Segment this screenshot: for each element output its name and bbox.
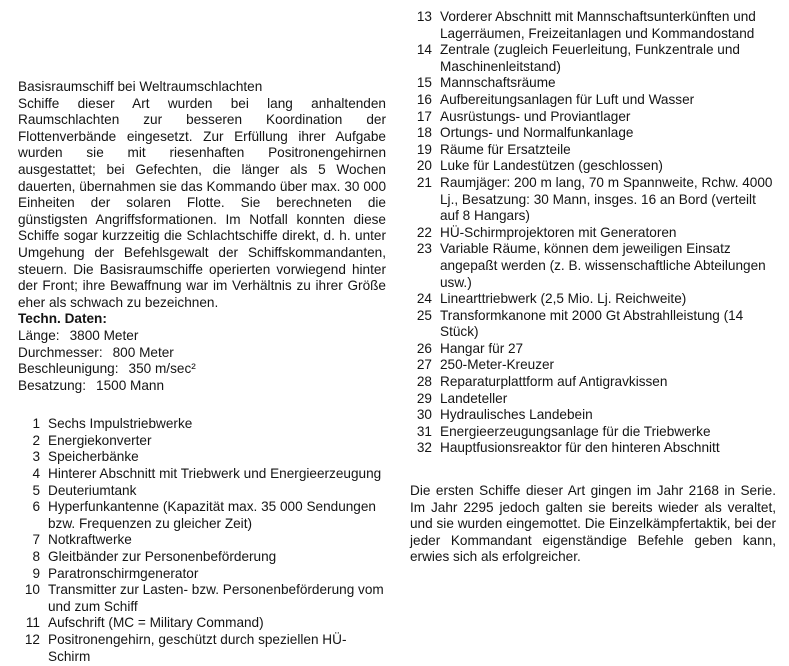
legend-item <box>410 9 776 42</box>
legend-item-text: Energiekonverter <box>48 432 152 448</box>
intro-body: Schiffe dieser Art wurden bei lang anhaltenden Raumschlachten zur besseren Koordination der Flottenverbände eingesetzt. Zur Erfüllung ihrer Aufgabe wurden sie mit riesenhaften Positronengehirnen ausgestattet; bei Gefechten, die länger als 5 Wochen dauerten, übernahmen sie das Kommando über max. 30 000 Einheiten der solaren Flotte. Sie berechneten die günstigsten Angriffsformationen. Im Notfall konnten diese Schiffe sogar kurzzeitig die Schlachtschiffe direkt, d. h. unter Umgehung der Befehlsgewalt der Schiffskommandanten, steuern. Die Basisraumschiffe operierten vorwiegend hinter der Front; ihre Bewaffnung war im Verhältnis zu ihrer Größe eher als schwach zu bezeichnen. <box>18 95 386 310</box>
legend-item-text: Positronengehirn, geschützt durch speziellen HÜ-Schirm <box>48 632 347 664</box>
legend-item <box>410 109 776 126</box>
legend-item-text: Energieerzeugungsanlage für die Triebwerke <box>440 423 711 439</box>
legend-item-number: 27 <box>416 357 432 373</box>
legend-item-number: 31 <box>416 423 432 439</box>
legend-item-text: Ortungs- und Normalfunkanlage <box>440 125 634 141</box>
legend-item-number: 25 <box>416 307 432 323</box>
legend-item-number: 18 <box>416 125 432 141</box>
legend-item <box>410 75 776 92</box>
legend-item <box>410 92 776 109</box>
legend-item <box>410 158 776 175</box>
legend-item-number: 32 <box>416 440 432 456</box>
spec-value: 3800 Meter <box>69 327 139 343</box>
closing-paragraph: Die ersten Schiffe dieser Art gingen im Jahr 2168 in Serie. Im Jahr 2295 jedoch galten sie bereits wieder als veraltet, und sie wurden eingemottet. Die Einzelkämpfertaktik, bei der jeder Kommandant eigenständige Befehle geben kann, erwies sich als erfolgreicher. <box>410 483 776 565</box>
legend-item-number: 8 <box>32 549 40 565</box>
legend-item-number: 21 <box>416 174 432 190</box>
legend-item-text: Luke für Landestützen (geschlossen) <box>440 158 663 174</box>
legend-item <box>410 291 776 308</box>
legend-item-text: Aufschrift (MC = Military Command) <box>48 615 264 631</box>
legend-item-text: 250-Meter-Kreuzer <box>440 357 555 373</box>
legend-item-number: 11 <box>25 615 40 631</box>
legend-item-number: 26 <box>416 340 432 356</box>
legend-item <box>410 241 776 291</box>
legend-item-text: Vorderer Abschnitt mit Mannschaftsunterkünften und Lagerräumen, Freizeitanlagen und Kommandostand <box>440 9 756 41</box>
legend-item <box>410 42 776 75</box>
legend-list-right <box>410 9 776 457</box>
legend-item-text: Notkraftwerke <box>48 532 132 548</box>
intro-heading: Basisraumschiff bei Weltraumschlachten <box>18 79 263 94</box>
legend-item <box>410 125 776 142</box>
legend-item-number: 9 <box>32 565 40 581</box>
legend-item-number: 6 <box>32 499 40 515</box>
intro-section <box>18 79 386 311</box>
legend-item-number: 10 <box>24 582 40 598</box>
legend-item <box>18 449 386 466</box>
legend-item-number: 20 <box>416 158 432 174</box>
legend-item-text: Räume für Ersatzteile <box>440 141 571 157</box>
legend-item-number: 23 <box>416 241 432 257</box>
legend-item-text: Gleitbänder zur Personenbeförderung <box>48 549 277 565</box>
left-column <box>18 79 386 665</box>
legend-item-number: 30 <box>416 407 432 423</box>
spec-row <box>18 328 386 345</box>
tech-specs <box>18 311 386 394</box>
legend-item-number: 28 <box>416 374 432 390</box>
legend-item <box>18 566 386 583</box>
legend-item-text: Hauptfusionsreaktor für den hinteren Abschnitt <box>440 440 720 456</box>
legend-item-text: Raumjäger: 200 m lang, 70 m Spannweite, Rchw. 4000 Lj., Besatzung: 30 Mann, insges. 16 an Bord (verteilt auf 8 Hangars) <box>440 174 773 224</box>
legend-item-text: Linearttriebwerk (2,5 Mio. Lj. Reichweite) <box>440 291 687 307</box>
legend-item-text: Sechs Impulstriebwerke <box>48 416 193 432</box>
legend-item-number: 15 <box>416 75 432 91</box>
legend-item <box>18 416 386 433</box>
legend-list-left <box>18 416 386 665</box>
spec-value: 1500 Mann <box>96 377 165 393</box>
legend-item-text: Aufbereitungsanlagen für Luft und Wasser <box>440 91 695 107</box>
legend-item <box>410 407 776 424</box>
legend-item-text: HÜ-Schirmprojektoren mit Generatoren <box>440 224 677 240</box>
spec-label: Besatzung: <box>18 377 87 393</box>
legend-item <box>18 483 386 500</box>
legend-item <box>410 308 776 341</box>
legend-item-text: Hyperfunkantenne (Kapazität max. 35 000 Sendungen bzw. Frequenzen zu gleicher Zeit) <box>48 499 376 531</box>
legend-item-text: Speicherbänke <box>48 449 139 465</box>
legend-item <box>410 424 776 441</box>
legend-item <box>410 175 776 225</box>
legend-item-number: 17 <box>416 108 432 124</box>
legend-item-text: Hangar für 27 <box>440 340 524 356</box>
spec-value: 350 m/sec² <box>128 361 196 377</box>
legend-item-number: 22 <box>416 224 432 240</box>
legend-item-number: 12 <box>24 632 40 647</box>
legend-item-text: Mannschaftsräume <box>440 75 556 91</box>
legend-item <box>410 357 776 374</box>
spec-label: Länge: <box>18 327 60 343</box>
legend-item-text: Reparaturplattform auf Antigravkissen <box>440 374 668 390</box>
legend-item <box>410 341 776 358</box>
legend-item-text: Zentrale (zugleich Feuerleitung, Funkzentrale und Maschinenleitstand) <box>440 42 740 74</box>
legend-item <box>18 433 386 450</box>
legend-item <box>18 466 386 483</box>
legend-item <box>18 632 386 665</box>
legend-item <box>410 440 776 457</box>
legend-item <box>410 374 776 391</box>
spec-label: Durchmesser: <box>18 344 103 360</box>
legend-item-text: Variable Räume, können dem jeweiligen Einsatz angepaßt werden (z. B. wissenschaftliche Abteilungen usw.) <box>440 241 766 290</box>
spec-value: 800 Meter <box>112 344 174 360</box>
legend-item-number: 29 <box>416 390 432 406</box>
legend-item-number: 2 <box>32 432 40 448</box>
legend-item-number: 5 <box>32 482 40 498</box>
legend-item <box>18 499 386 532</box>
legend-item-number: 3 <box>32 449 40 465</box>
legend-item-number: 14 <box>416 42 432 58</box>
legend-item <box>410 225 776 242</box>
legend-item-number: 7 <box>32 532 40 548</box>
legend-item-text: Deuteriumtank <box>48 482 137 498</box>
legend-item <box>18 549 386 566</box>
legend-item <box>410 142 776 159</box>
specs-heading: Techn. Daten: <box>18 311 107 327</box>
spec-row <box>18 345 386 362</box>
legend-item-number: 4 <box>32 466 40 482</box>
spec-label: Beschleunigung: <box>18 361 119 377</box>
legend-item-text: Ausrüstungs- und Proviantlager <box>440 108 631 124</box>
spec-row <box>18 361 386 378</box>
legend-item-text: Hinterer Abschnitt mit Triebwerk und Energieerzeugung <box>48 466 382 482</box>
legend-item <box>18 532 386 549</box>
legend-item-number: 13 <box>416 9 432 24</box>
right-column <box>410 9 776 580</box>
legend-item-number: 24 <box>416 291 432 307</box>
legend-item-number: 1 <box>32 416 40 432</box>
legend-item-text: Paratronschirmgenerator <box>48 565 199 581</box>
legend-item-text: Hydraulisches Landebein <box>440 407 593 423</box>
legend-item-text: Transformkanone mit 2000 Gt Abstrahlleistung (14 Stück) <box>440 307 744 340</box>
spec-row <box>18 378 386 395</box>
legend-item <box>18 615 386 632</box>
legend-item-text: Transmitter zur Lasten- bzw. Personenbeförderung vom und zum Schiff <box>48 582 384 614</box>
legend-item-number: 16 <box>416 91 432 107</box>
legend-item <box>410 391 776 408</box>
legend-item <box>18 582 386 615</box>
legend-item-text: Landeteller <box>440 390 508 406</box>
legend-item-number: 19 <box>416 141 432 157</box>
